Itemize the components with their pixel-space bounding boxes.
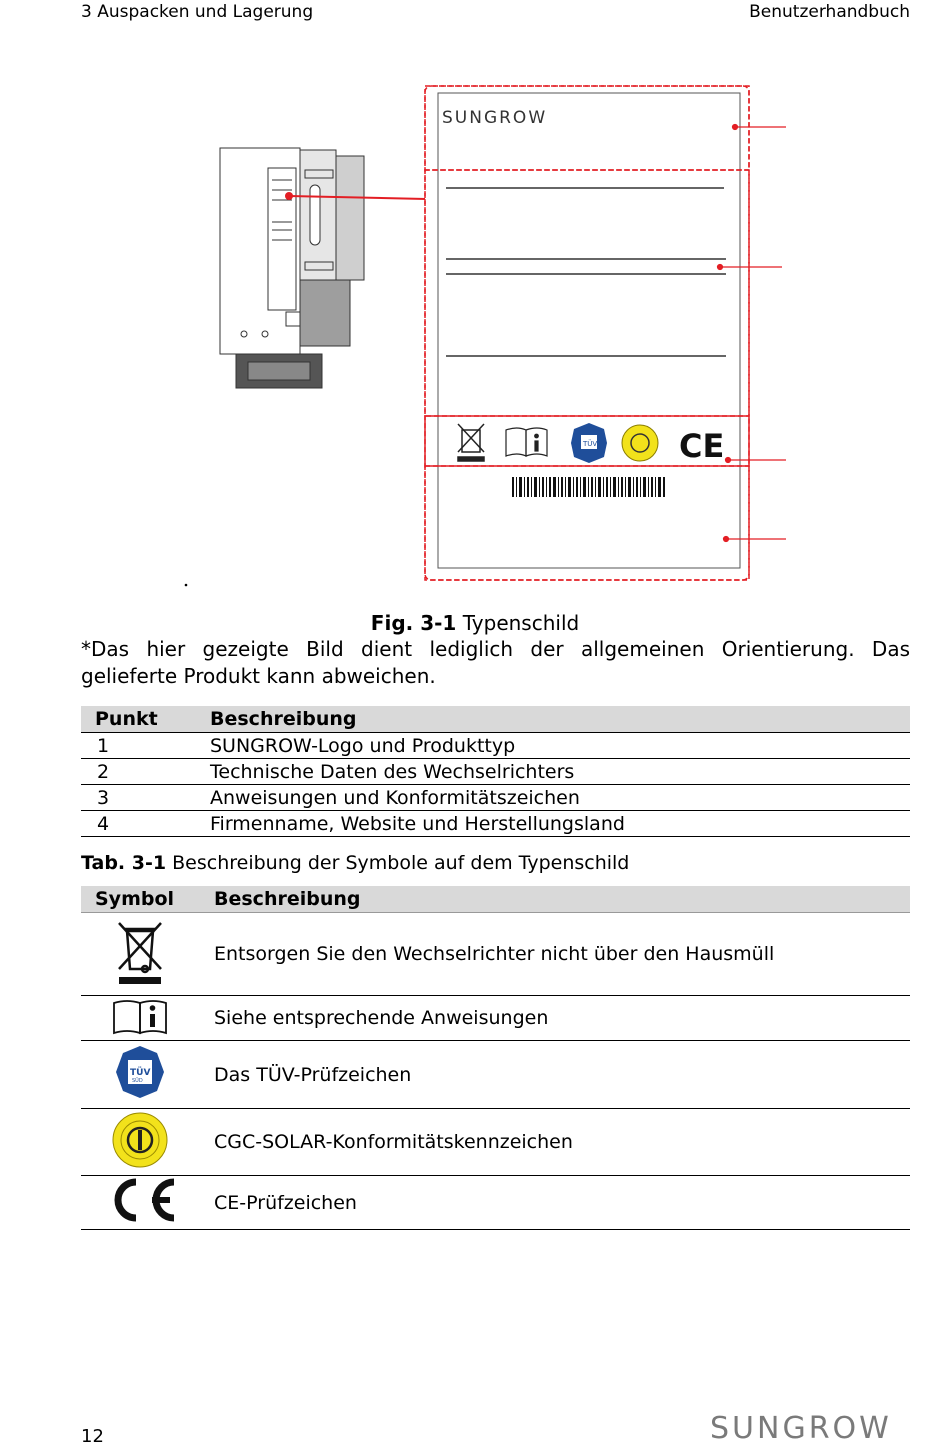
symbol-cell [81, 996, 198, 1041]
table-row [81, 785, 910, 811]
table-header-row [81, 886, 910, 913]
table-row [81, 733, 910, 759]
label-ce-icon: CE [679, 427, 725, 465]
row-number: 2 [81, 759, 210, 785]
header-beschreibung: Beschreibung [198, 886, 910, 913]
label-brand-text: SUNGROW [442, 108, 548, 128]
tuv-mark-icon [115, 1045, 165, 1099]
table-title: Beschreibung der Symbole auf dem Typenschild [172, 852, 630, 874]
row-description: SUNGROW-Logo und Produkttyp [210, 733, 910, 759]
ce-mark-icon [102, 1176, 178, 1224]
table-caption [81, 852, 629, 874]
svg-text:SUNGROW: SUNGROW [710, 1411, 892, 1444]
symbol-description: Das TÜV-Prüfzeichen [198, 1041, 910, 1109]
row-description: Technische Daten des Wechselrichters [210, 759, 910, 785]
svg-text:SÜD: SÜD [131, 1078, 143, 1084]
row-description: Firmenname, Website und Herstellungsland [210, 811, 910, 837]
chapter-header: 3 Auspacken und Lagerung [81, 2, 314, 22]
table-row [81, 1176, 910, 1230]
row-number: 3 [81, 785, 210, 811]
table-header-row [81, 706, 910, 733]
table-row [81, 1041, 910, 1109]
header-symbol: Symbol [81, 886, 198, 913]
svg-text:TÜV: TÜV [129, 1068, 150, 1078]
symbol-cell [81, 1176, 198, 1230]
figure-number: Fig. 3-1 [370, 611, 457, 635]
cgc-solar-mark-icon [112, 1112, 168, 1168]
symbol-cell [81, 1041, 198, 1109]
figure-note: *Das hier gezeigte Bild dient lediglich der allgemeinen Orientierung. Das gelieferte Produkt kann abweichen. [81, 637, 910, 688]
header-punkt: Punkt [81, 706, 210, 733]
symbol-cell [81, 1109, 198, 1176]
svg-text:TÜV: TÜV [583, 440, 598, 448]
table-row [81, 811, 910, 837]
inverter-drawing [220, 148, 364, 388]
nameplate-figure [0, 0, 950, 600]
header-beschreibung: Beschreibung [210, 706, 910, 733]
table-row [81, 1109, 910, 1176]
manual-info-icon [112, 997, 168, 1035]
row-number: 1 [81, 733, 210, 759]
table-row [81, 913, 910, 996]
row-description: Anweisungen und Konformitätszeichen [210, 785, 910, 811]
label-tuv-icon [571, 423, 607, 463]
label-cgc-icon [622, 425, 658, 461]
figure-caption [0, 611, 950, 635]
figure-title: Typenschild [462, 611, 580, 635]
symbol-description: CGC-SOLAR-Konformitätskennzeichen [198, 1109, 910, 1176]
symbol-description: Entsorgen Sie den Wechselrichter nicht über den Hausmüll [198, 913, 910, 996]
points-table [81, 706, 910, 837]
page-number: 12 [81, 1426, 104, 1447]
wheelie-bin-crossed-icon [115, 919, 165, 985]
manual-header: Benutzerhandbuch [749, 2, 910, 22]
sungrow-logo [710, 1410, 910, 1444]
symbol-cell [81, 913, 198, 996]
table-number: Tab. 3-1 [81, 852, 167, 874]
symbols-table [81, 886, 910, 1230]
symbol-description: CE-Prüfzeichen [198, 1176, 910, 1230]
nameplate-label [425, 86, 749, 580]
symbol-description: Siehe entsprechende Anweisungen [198, 996, 910, 1041]
table-row [81, 996, 910, 1041]
row-number: 4 [81, 811, 210, 837]
table-row [81, 759, 910, 785]
